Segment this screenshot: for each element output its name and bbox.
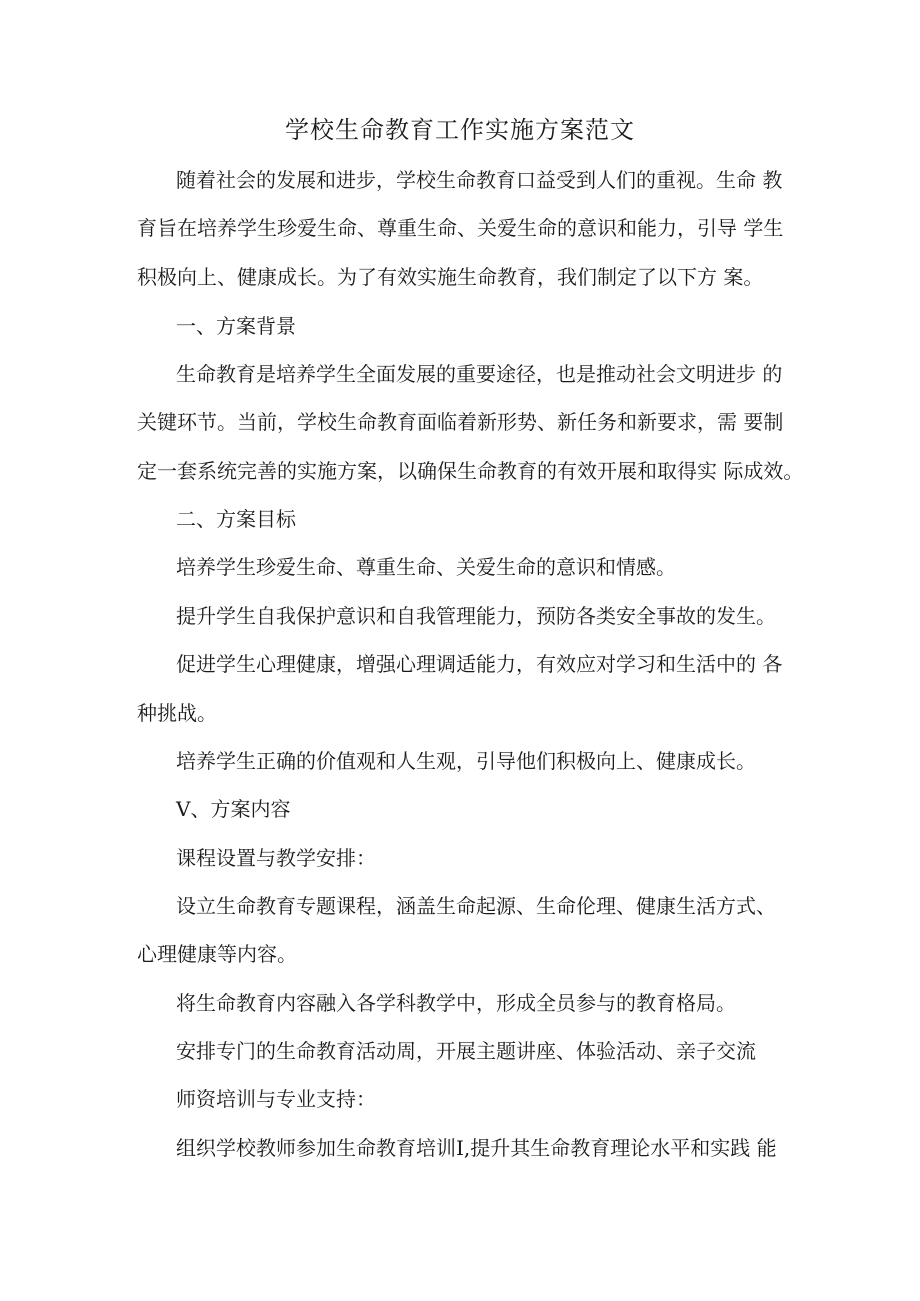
paragraph-line: 种挑战。 (137, 701, 217, 725)
paragraph-line: 随着社会的发展和进步，学校生命教育口益受到人们的重视。生命 教 (176, 168, 783, 192)
paragraph-line: 提升学生自我保护意识和自我管理能力，预防各类安全事故的发生。 (176, 604, 776, 628)
subsection-heading: 师资培训与专业支持： (176, 1087, 376, 1111)
section-heading: V、方案内容 (176, 797, 291, 821)
paragraph-line: 促进学生心理健康，增强心理调适能力，有效应对学习和生活中的 各 (176, 652, 783, 676)
paragraph-line: 育旨在培养学生珍爱生命、尊重生命、关爱生命的意识和能力，引导 学生 (137, 216, 784, 240)
paragraph-line: 安排专门的生命教育活动周，开展主题讲座、体验活动、亲子交流 (176, 1039, 756, 1063)
paragraph-line: 生命教育是培养学生全面发展的重要途径，也是推动社会文明进步 的 (176, 362, 783, 386)
paragraph-line: 心理健康等内容。 (137, 942, 297, 966)
paragraph-line: 培养学生正确的价值观和人生观，引导他们积极向上、健康成长。 (176, 749, 756, 773)
paragraph-line: 定一套系统完善的实施方案，以确保生命教育的有效开展和取得实 际成效。 (137, 459, 804, 483)
paragraph-line: 设立生命教育专题课程，涵盖生命起源、生命伦理、健康生活方式、 (176, 894, 776, 918)
paragraph-line: 组织学校教师参加生命教育培训Ⅰ,提升其生命教育理论水平和实践 能 (176, 1136, 777, 1160)
document-title: 学校生命教育工作实施方案范文 (285, 116, 635, 144)
paragraph-line: 关键环节。当前，学校生命教育面临着新形势、新任务和新要求，需 要制 (137, 410, 784, 434)
paragraph-line: 培养学生珍爱生命、尊重生命、关爱生命的意识和情感。 (176, 555, 676, 579)
section-heading: 二、方案目标 (176, 507, 296, 531)
paragraph-line: 积极向上、健康成长。为了有效实施生命教育，我们制定了以下方 案。 (137, 265, 764, 289)
paragraph-line: 将生命教育内容融入各学科教学中，形成全员参与的教育格局。 (176, 991, 736, 1015)
subsection-heading: 课程设置与教学安排： (176, 846, 376, 870)
section-heading: 一、方案背景 (176, 314, 296, 338)
